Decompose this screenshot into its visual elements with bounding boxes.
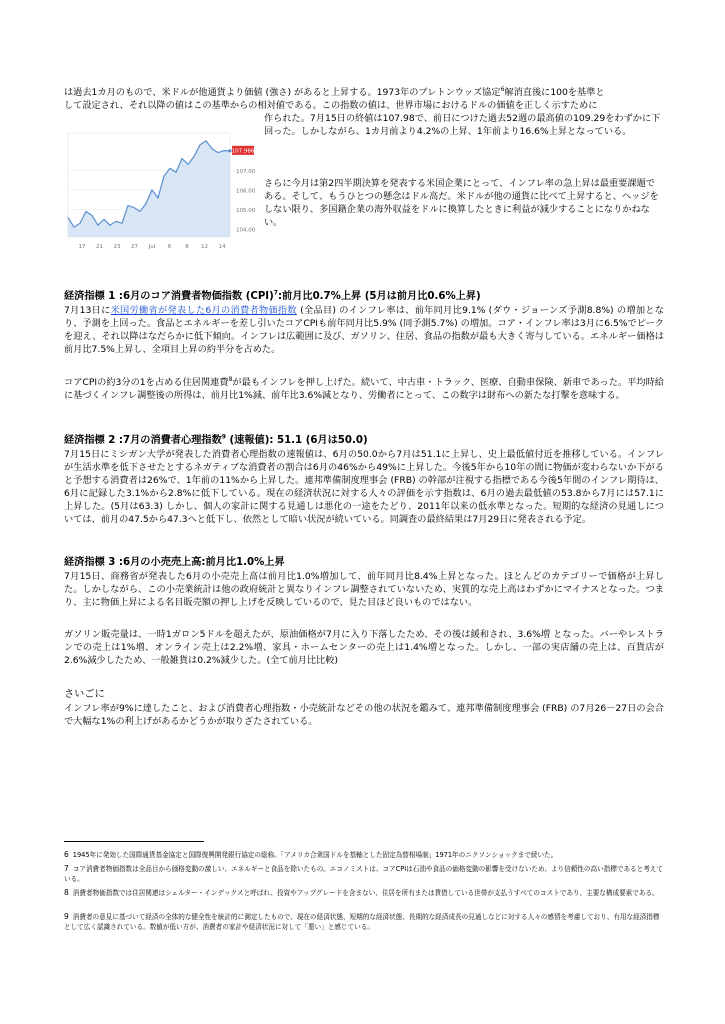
y-tick-label: 107.00 <box>236 168 256 175</box>
section-3-paragraph-1: 7月15日、商務省が発表した6月の小売売上高は前月比1.0%増加して、前年同月比8.4%上昇となった。ほとんどのカテゴリーで価格が上昇した。しかしながら、この小売業統計は他の政府統計と異なりインフレ調整されていないため、実質的な売上高はわずかにマイナスとなった。つまり、主に物価上昇による名目販売額の押し上げを反映しているので、見た目ほど良いものではない。 <box>64 571 664 608</box>
section-1-p2-a: コアCPIの約3分の1を占める住居関連費 <box>64 377 229 388</box>
section-1-title <box>64 290 664 303</box>
footnote-ref-6[interactable]: 6 <box>500 85 505 93</box>
x-tick-label: Jul <box>148 244 156 250</box>
section-1-title-a: 経済指標 1 :6月のコア消費者物価指数 (CPI) <box>64 291 274 302</box>
closing-title: さいごに <box>64 689 105 700</box>
footnote-divider <box>64 841 204 842</box>
section-3-paragraph-2: ガソリン販売量は、一時1ガロン5ドルを超えたが、原油価格が7月に入り下落したため、その後は緩和され、3.6%増 となった。バーやレストランでの売上は1%増、オンライン売上は2.2%増、家具・ホームセンターの売上は1.4%増となった。しかし、一部の実店舗の売上は、百貨店が2.6%減少したため、一般雑貨は0.2%減少した。(全て前月比比較) <box>64 629 664 666</box>
intro-right-paragraph-2: さらに今月は第2四半期決算を発表する米国企業にとって、インフレ率の急上昇は最重要課題である。そして、もうひとつの懸念はドル高だ。米ドルが他の通貨に比べて上昇すると、ヘッジをしない限り、多国籍企業の海外収益をドルに換算したときに利益が減少することになりかねない。 <box>264 178 659 228</box>
intro-right-paragraph-1: 作られた。7月15日の終値は107.98で、前日につけた過去52週の最高値の109.29をわずかに下回った。しかしながら、1カ月前より4.2%の上昇、1年前より16.6%上昇となっている。 <box>264 113 661 137</box>
section-1-p2-b: が最もインフレを押し上げた。続いて、中古車・トラック、医療、自動車保険、新車であった。平均時給に基づくインフレ調整後の所得は、前月比1%減、前年比3.6%減となり、労働者にとって、この数字は財布への新たな打撃を意味する。 <box>64 377 664 401</box>
x-tick-label: 21 <box>96 244 103 250</box>
footnote-ref-8[interactable]: 8 <box>228 375 233 383</box>
intro-paragraph <box>64 86 664 112</box>
y-tick-label: 106.00 <box>236 188 256 195</box>
section-1-p1-post: (全品目) のインフレ率は、前年同月比9.1% (ダウ・ジョーンズ予測8.8%) の増加となり、予測を上回った。食品とエネルギーを差し引いたコアCPIも前年同月比5.9% (同予測5.7%) の増加。コア・インフレ率は3月に6.5%でピークを迎え、それ以降はなだらかに低下傾向。インフレは広範囲に及び、ガソリン、住居、食品の指数が最も大きく寄与している。エネルギー価格は前月比7.5%上昇し、全項目上昇の約半分を占めた。 <box>64 305 664 355</box>
y-tick-label: 105.00 <box>236 208 256 215</box>
section-2-title <box>64 434 664 447</box>
cpi-report-link[interactable]: 米国労働省が発表した6月の消費者物価指数 <box>110 305 297 316</box>
y-tick-label: 104.00 <box>236 227 256 234</box>
x-tick-label: 17 <box>78 244 86 250</box>
footnote-7: 7 コア消費者物価指数は全品目から価格変動の激しい、エネルギーと食品を除いたもの。エコノミストは、コアCPIは石油や食品の価格変動の影響を受けないため、より信頼性の高い指標であると考えている。 <box>64 864 664 883</box>
dollar-index-chart <box>64 125 268 255</box>
x-tick-label: 6 <box>167 244 172 250</box>
x-tick-label: 12 <box>201 244 208 250</box>
footnote-ref-7[interactable]: 7 <box>273 289 278 297</box>
intro-line1: は過去1カ月のもので、米ドルが他通貨より価値 (強さ) があると上昇する。1973年のブレトンウッズ協定 <box>64 87 501 98</box>
section-2-title-b: (速報値): 51.1 (6月は50.0) <box>225 435 368 446</box>
section-1-title-b: :前月比0.7%上昇 (5月は前月比0.6%上昇) <box>277 291 481 302</box>
footnote-9: 9 消費者の意見に基づいて経済の全体的な健全性を統計的に測定したもので、現在の経済状態、短期的な経済状態、長期的な経済成長の見通しなどに対する人々の感情を考慮しており、有用な経済指標として広く認識されている。数値が低い方が、消費者の家計や経済状況に対して「悪い」と感じている。 <box>64 912 660 931</box>
last-value-label: 107.986 <box>231 148 255 155</box>
intro-line2: して設定され、それ以降の値はこの基準からの相対値である。この指数の値は、世界市場におけるドルの価値を正しく示すために <box>64 100 598 111</box>
x-tick-label: 14 <box>218 244 226 250</box>
x-tick-label: 27 <box>131 244 138 250</box>
section-2-title-a: 経済指標 2 :7月の消費者心理指数 <box>64 435 222 446</box>
section-1-paragraph-1 <box>64 304 664 356</box>
section-3-title: 経済指標 3 :6月の小売売上高:前月比1.0%上昇 <box>64 557 285 568</box>
intro-line1b: 解消直後に100を基準と <box>504 87 605 98</box>
section-1-paragraph-2 <box>64 376 664 402</box>
x-tick-label: 8 <box>185 244 189 250</box>
section-2-paragraph-1: 7月15日にミシガン大学が発表した消費者心理指数の速報値は、6月の50.0から7月は51.1に上昇し、史上最低値付近を推移している。インフレが生活水準を低下させたとするネガティブな消費者の割合は6月の46%から49%に上昇した。今後5年から10年の間に物価が変わらないか下がると予想する消費者は26%で、1年前の11%から上昇した。連邦準備制度理事会 (FRB) の幹部が注視する指標である今後5年間のインフレ期待は、6月に記録した3.1%から2.8%に低下している。現在の経済状況に対する人々の評価を示す指数は、6月の過去最低値の53.8から7月には57.1に上昇した。(5月は63.3) しかし、個人の家計に関する見通しは悪化の一途をたどり、2011年以来の低水準となった。短期的な経済の見通しについては、前月の47.5から47.3へと低下し、依然として暗い状況が続いている。同調査の最終結果は7月29日に発表される予定。 <box>64 449 664 525</box>
closing-paragraph: インフレ率が9%に達したこと、および消費者心理指数・小売統計などその他の状況を鑑みて、連邦準備制度理事会 (FRB) の7月26－27日の会合で大幅な1%の利上げがあるかどうかが取りざたされている。 <box>64 703 664 727</box>
footnote-ref-9[interactable]: 9 <box>221 433 226 441</box>
footnote-8: 8 消費者物価指数では住居関連はシェルター・インデックスと呼ばれ、投資やアップグレードを含まない、住居を所有または賃借している世帯が支払うすべてのコストであり、主要な構成要素である。 <box>64 888 659 897</box>
footnote-6: 6 1945年に発効した国際通貨基金協定と国際復興開発銀行協定の総称。「アメリカ合衆国ドルを基軸とした固定為替相場制」1971年のニクソンショックまで続いた。 <box>64 850 558 859</box>
x-tick-label: 23 <box>113 244 121 250</box>
section-1-p1-pre: 7月13日に <box>64 305 111 316</box>
